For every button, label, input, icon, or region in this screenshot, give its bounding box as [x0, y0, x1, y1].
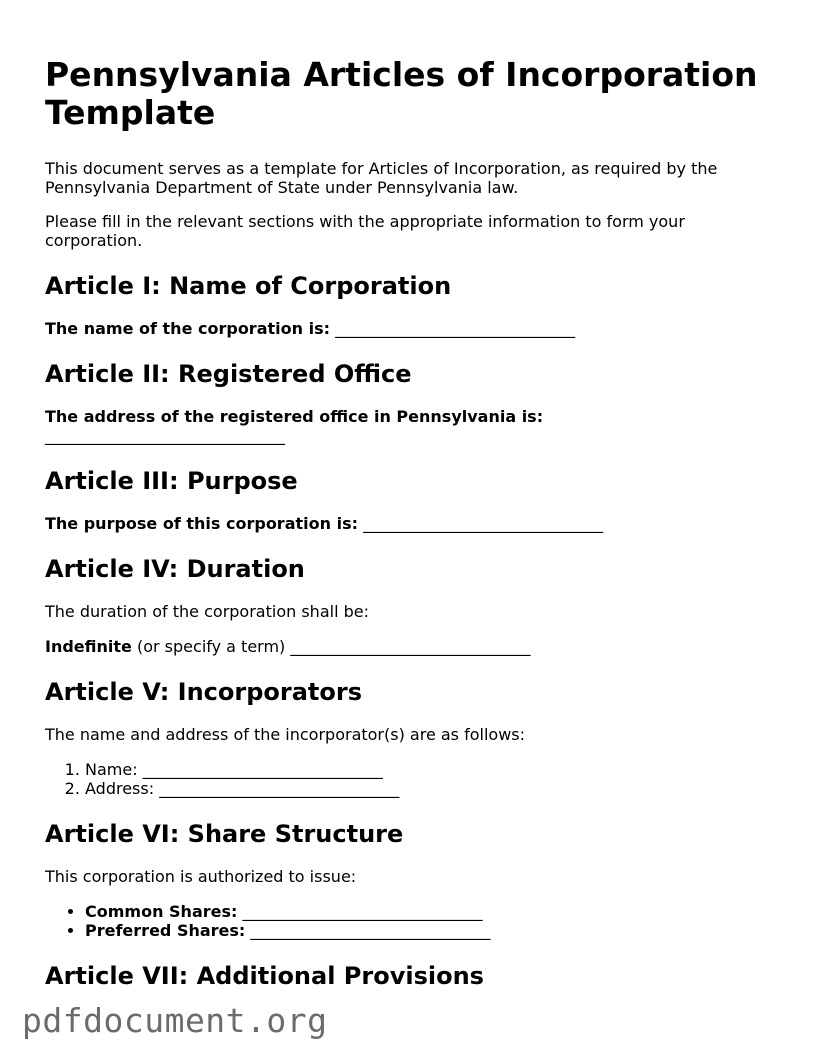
registered-office-label: The address of the registered office in Pennsylvania is:	[45, 407, 544, 426]
article-1-heading: Article I: Name of Corporation	[45, 272, 452, 300]
list-item	[85, 779, 785, 798]
duration-option-indefinite: Indefinite	[45, 637, 132, 656]
incorporator-name-label: Name:	[85, 760, 138, 779]
share-structure-text: This corporation is authorized to issue:	[45, 867, 357, 886]
duration-option-term: (or specify a term)	[136, 637, 286, 656]
duration-field	[45, 637, 785, 656]
common-shares-blank[interactable]: ______________________________	[242, 902, 483, 921]
intro-paragraph-1: This document serves as a template for Articles of Incorporation, as required by the Pennsylvania Department of State under Pennsylvania law.	[45, 159, 718, 197]
duration-text: The duration of the corporation shall be:	[45, 602, 369, 621]
list-item	[85, 921, 785, 940]
registered-office-blank[interactable]: ______________________________	[45, 426, 285, 445]
incorporator-name-blank[interactable]: ______________________________	[142, 760, 383, 779]
list-item	[85, 902, 785, 921]
corporation-name-field	[45, 319, 785, 338]
share-list	[45, 902, 785, 940]
document-page	[45, 56, 785, 1009]
article-2-heading: Article II: Registered Office	[45, 360, 412, 388]
registered-office-field	[45, 407, 785, 445]
intro-paragraph-2: Please fill in the relevant sections with the appropriate information to form your corporation.	[45, 212, 685, 250]
common-shares-label: Common Shares:	[85, 902, 238, 921]
preferred-shares-label: Preferred Shares:	[85, 921, 246, 940]
article-3-heading: Article III: Purpose	[45, 467, 298, 495]
purpose-label: The purpose of this corporation is:	[45, 514, 358, 533]
purpose-field	[45, 514, 785, 533]
corporation-name-label: The name of the corporation is:	[45, 319, 330, 338]
preferred-shares-blank[interactable]: ______________________________	[250, 921, 491, 940]
incorporators-text: The name and address of the incorporator(s) are as follows:	[45, 725, 526, 744]
purpose-blank[interactable]: ______________________________	[363, 514, 604, 533]
article-4-heading: Article IV: Duration	[45, 555, 305, 583]
article-6-heading: Article VI: Share Structure	[45, 820, 404, 848]
watermark: pdfdocument.org	[22, 1001, 328, 1040]
list-item	[85, 760, 785, 779]
page-title: Pennsylvania Articles of Incorporation Template	[45, 55, 758, 132]
article-7-heading: Article VII: Additional Provisions	[45, 962, 484, 990]
incorporator-address-blank[interactable]: ______________________________	[159, 779, 400, 798]
article-5-heading: Article V: Incorporators	[45, 678, 362, 706]
duration-blank[interactable]: ______________________________	[290, 637, 531, 656]
corporation-name-blank[interactable]: ______________________________	[335, 319, 576, 338]
incorporators-list	[45, 760, 785, 798]
incorporator-address-label: Address:	[85, 779, 155, 798]
